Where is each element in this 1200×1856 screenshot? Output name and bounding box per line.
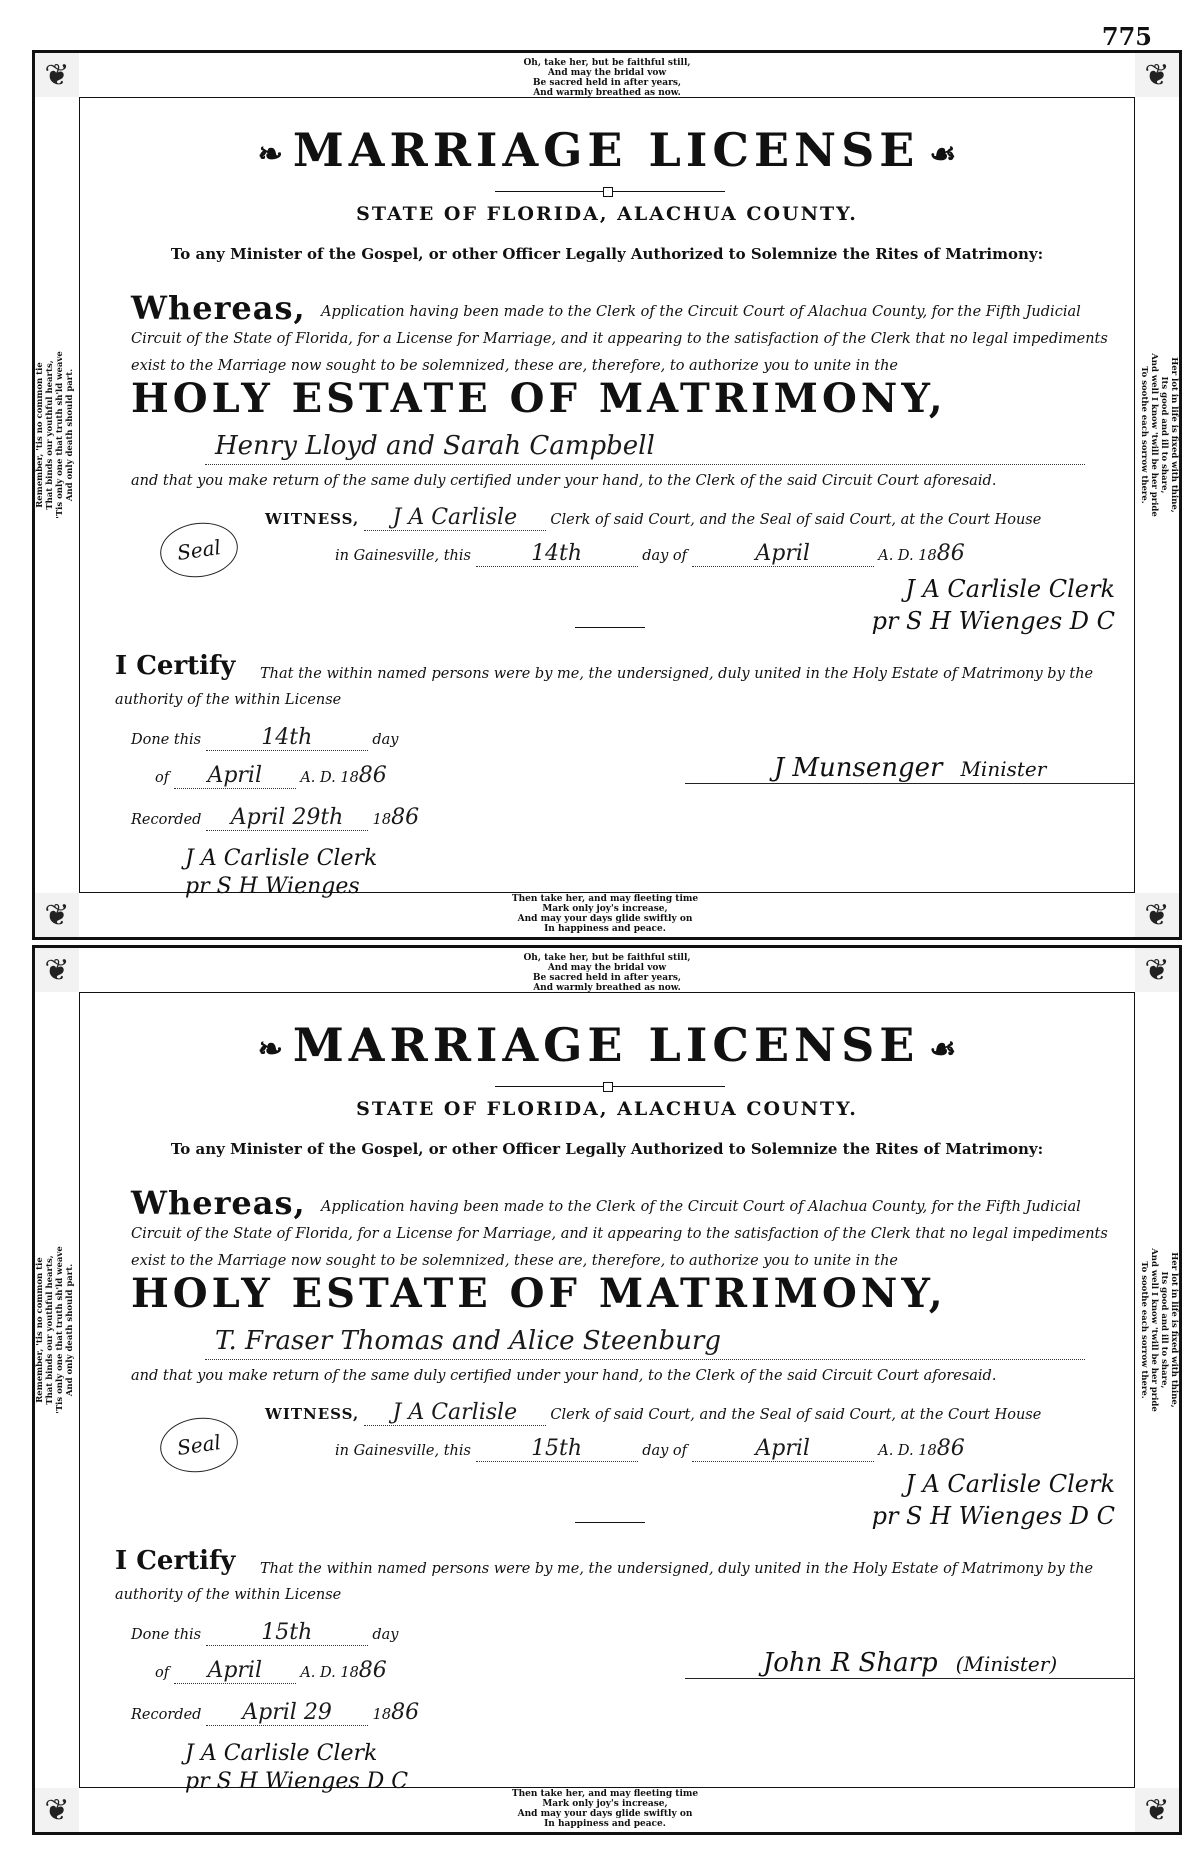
witness-signature: J A Carlisle [364, 1400, 546, 1426]
certify-word: I Certify [115, 1546, 236, 1576]
corner-ornament-icon: ❦ [35, 948, 79, 992]
witness-tail: Clerk of said Court, and the Seal of said Court, at the Court House [550, 1407, 1042, 1423]
done-month: April [174, 1658, 296, 1684]
done-row: Done this 15th day [131, 1620, 399, 1645]
clerk-signature: J A Carlisle Clerk pr S H Wienges D C [871, 575, 1115, 635]
issue-month: April [692, 1436, 874, 1462]
divider [495, 191, 725, 192]
whereas-text: Application having been made to the Clerk of the Circuit Court of Alachua County, for the Fifth Judicial Circuit of the State of Florida, for a License for Marriage, and it appearing to the satisfaction of the Clerk that no legal impediments exist to the Marriage now sought to be solemnized, these are, therefore, to authorize you to unite in the [131, 1199, 1108, 1269]
corner-ornament-icon: ❦ [35, 53, 79, 97]
return-text: and that you make return of the same duly certified under your hand, to the Clerk of the said Circuit Court aforesaid. [131, 1368, 997, 1384]
recorded-row: Recorded April 29th 1886 [131, 805, 420, 830]
witness-label: WITNESS, [265, 1405, 360, 1423]
recorder-signature: J A Carlisle Clerk pr S H Wienges [185, 846, 378, 899]
witness-row [265, 1400, 1135, 1426]
done-month: April [174, 763, 296, 789]
issued-row: in Gainesville, this 14th day of April A. D. 1886 [335, 541, 965, 566]
issued-row: in Gainesville, this 15th day of April A. D. 1886 [335, 1436, 965, 1461]
done-row: Done this 14th day [131, 725, 399, 750]
certify-text: That the within named persons were by me, the undersigned, duly united in the Holy Estate of Matrimony by the authority of the within License [115, 666, 1094, 708]
divider [575, 627, 645, 628]
address-line: To any Minister of the Gospel, or other Officer Legally Authorized to Solemnize the Rites of Matrimony: [170, 1140, 1044, 1158]
license-title: ❧ MARRIAGE LICENSE ☙ [257, 1018, 957, 1072]
flourish-icon: ☙ [929, 1031, 957, 1067]
whereas-word: Whereas, [131, 1184, 306, 1222]
state-heading: STATE OF FLORIDA, ALACHUA COUNTY. [356, 203, 858, 225]
issue-year: 86 [936, 541, 965, 566]
done-day: 14th [206, 725, 368, 751]
of-row: of April A. D. 1886 [155, 763, 387, 788]
marriage-license-1 [32, 50, 1182, 940]
clerk-signature: J A Carlisle Clerk pr S H Wienges D C [871, 1470, 1115, 1530]
flourish-icon: ☙ [929, 136, 957, 172]
certify-text: That the within named persons were by me, the undersigned, duly united in the Holy Estate of Matrimony by the authority of the within License [115, 1561, 1094, 1603]
issue-month: April [692, 541, 874, 567]
corner-ornament-icon: ❦ [1135, 893, 1179, 937]
verse-left: Remember, 'tis no common tie That binds our youthful hearts, 'Tis only one that truth sh'ld weave And only death should part. [35, 1246, 75, 1414]
corner-ornament-icon: ❦ [35, 1788, 79, 1832]
minister-signature: J Munsenger Minister [685, 753, 1135, 784]
verse-left: Remember, 'tis no common tie That binds our youthful hearts, 'Tis only one that truth sh'ld weave And only death should part. [35, 351, 75, 519]
issue-day: 14th [476, 541, 638, 567]
recorded-year: 86 [391, 1700, 420, 1725]
issue-year: 86 [936, 1436, 965, 1461]
corner-ornament-icon: ❦ [1135, 1788, 1179, 1832]
witness-tail: Clerk of said Court, and the Seal of said Court, at the Court House [550, 512, 1042, 528]
flourish-icon: ❧ [257, 1031, 283, 1067]
minister-signature: John R Sharp (Minister) [685, 1648, 1135, 1679]
recorded-year: 86 [391, 805, 420, 830]
witness-row [265, 505, 1135, 531]
holy-estate-heading: HOLY ESTATE OF MATRIMONY, [131, 375, 947, 422]
corner-ornament-icon: ❦ [35, 893, 79, 937]
recorded-date: April 29th [206, 805, 368, 831]
couple-names: Henry Lloyd and Sarah Campbell [205, 431, 1085, 465]
marriage-license-2 [32, 945, 1182, 1835]
whereas-word: Whereas, [131, 289, 306, 327]
witness-signature: J A Carlisle [364, 505, 546, 531]
of-row: of April A. D. 1886 [155, 1658, 387, 1683]
return-text: and that you make return of the same duly certified under your hand, to the Clerk of the said Circuit Court aforesaid. [131, 473, 997, 489]
verse-top: Oh, take her, but be faithful still, And may the bridal vow Be sacred held in after years, And warmly breathed as now. [523, 58, 691, 98]
divider [495, 1086, 725, 1087]
recorder-signature: J A Carlisle Clerk pr S H Wienges D C [185, 1741, 409, 1794]
whereas-text: Application having been made to the Clerk of the Circuit Court of Alachua County, for the Fifth Judicial Circuit of the State of Florida, for a License for Marriage, and it appearing to the satisfaction of the Clerk that no legal impediments exist to the Marriage now sought to be solemnized, these are, therefore, to authorize you to unite in the [131, 304, 1108, 374]
state-heading: STATE OF FLORIDA, ALACHUA COUNTY. [356, 1098, 858, 1120]
license-title: ❧ MARRIAGE LICENSE ☙ [257, 123, 957, 177]
verse-bottom: Then take her, and may fleeting time Mark only joy's increase, And may your days glide swiftly on In happiness and peace. [511, 894, 699, 934]
seal-stamp: Seal [157, 518, 242, 582]
holy-estate-heading: HOLY ESTATE OF MATRIMONY, [131, 1270, 947, 1317]
done-year: 86 [358, 763, 387, 788]
certify-word: I Certify [115, 651, 236, 681]
divider [575, 1522, 645, 1523]
address-line: To any Minister of the Gospel, or other Officer Legally Authorized to Solemnize the Rites of Matrimony: [170, 245, 1044, 263]
corner-ornament-icon: ❦ [1135, 948, 1179, 992]
flourish-icon: ❧ [257, 136, 283, 172]
seal-stamp: Seal [157, 1413, 242, 1477]
corner-ornament-icon: ❦ [1135, 53, 1179, 97]
verse-bottom: Then take her, and may fleeting time Mark only joy's increase, And may your days glide swiftly on In happiness and peace. [511, 1789, 699, 1829]
recorded-row: Recorded April 29 1886 [131, 1700, 420, 1725]
page-number: 775 [1101, 22, 1152, 51]
verse-top: Oh, take her, but be faithful still, And may the bridal vow Be sacred held in after years, And warmly breathed as now. [523, 953, 691, 993]
witness-label: WITNESS, [265, 510, 360, 528]
couple-names: T. Fraser Thomas and Alice Steenburg [205, 1326, 1085, 1360]
issue-day: 15th [476, 1436, 638, 1462]
done-day: 15th [206, 1620, 368, 1646]
done-year: 86 [358, 1658, 387, 1683]
recorded-date: April 29 [206, 1700, 368, 1726]
verse-right: Her lot in life is fixed with thine, Its good and ill to share, And well I know 'twill be her pride To soothe each sorrow there. [1139, 353, 1179, 517]
verse-right: Her lot in life is fixed with thine, Its good and ill to share, And well I know 'twill be her pride To soothe each sorrow there. [1139, 1248, 1179, 1412]
